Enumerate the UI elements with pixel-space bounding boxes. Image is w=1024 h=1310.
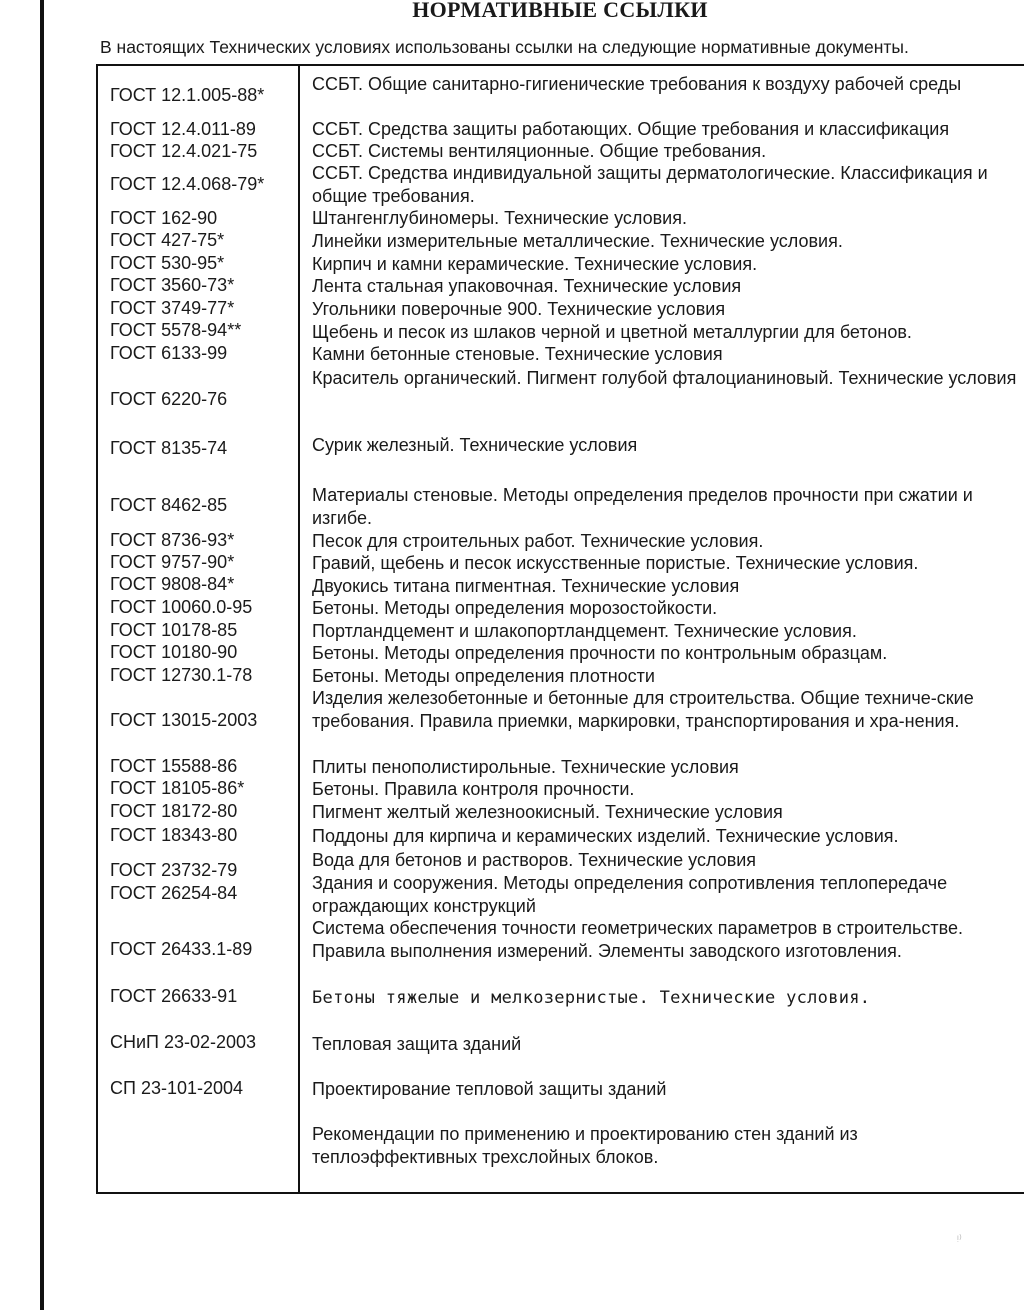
reference-code: ГОСТ 13015-2003 [110,710,258,730]
reference-code: ГОСТ 10180-90 [110,642,238,662]
reference-code: ГОСТ 5578-94** [110,320,242,340]
reference-description: Кирпич и камни керамические. Технические условия. [312,254,758,274]
reference-description: Угольники поверочные 900. Технические условия [312,299,726,319]
page-title: НОРМАТИВНЫЕ ССЫЛКИ [412,0,708,22]
reference-description: ССБТ. Общие санитарно-гигиенические требования к воздуху рабочей среды [312,74,962,94]
reference-code: ГОСТ 12730.1-78 [110,665,253,685]
reference-code: ГОСТ 18343-80 [110,825,238,845]
reference-description: Бетоны. Правила контроля прочности. [312,779,635,799]
reference-code: ГОСТ 18172-80 [110,801,238,821]
reference-code: ГОСТ 10060.0-95 [110,597,253,617]
reference-description: Бетоны тяжелые и мелкозернистые. Технические условия. [312,988,871,1008]
reference-description: Бетоны. Методы определения плотности [312,666,655,686]
reference-code: ГОСТ 6220-76 [110,389,228,409]
reference-description: ССБТ. Средства защиты работающих. Общие требования и классификация [312,119,950,139]
reference-code: ГОСТ 18105-86* [110,778,245,798]
reference-code: ГОСТ 3560-73* [110,275,235,295]
reference-description: Материалы стеновые. Методы определения пределов прочности при сжатии и изгибе. [312,485,973,528]
reference-description: Штангенглубиномеры. Технические условия. [312,208,687,228]
reference-code: ГОСТ 26254-84 [110,883,238,903]
reference-description: Плиты пенополистирольные. Технические условия [312,757,739,777]
reference-description: Сурик железный. Технические условия [312,435,638,455]
reference-code: ГОСТ 8135-74 [110,438,228,458]
reference-code: СП 23-101-2004 [110,1078,244,1098]
reference-code: ГОСТ 23732-79 [110,860,238,880]
reference-code: ГОСТ 427-75* [110,230,225,250]
references-table [96,64,1024,1194]
column-divider [298,66,300,1192]
reference-code: ГОСТ 162-90 [110,208,218,228]
reference-code: ГОСТ 26433.1-89 [110,939,253,959]
reference-description: Здания и сооружения. Методы определения сопротивления теплопередаче ограждающих конструкций [312,873,948,916]
reference-description: Щебень и песок из шлаков черной и цветной металлургии для бетонов. [312,322,912,342]
reference-description: Камни бетонные стеновые. Технические условия [312,344,723,364]
reference-code: ГОСТ 8736-93* [110,530,235,550]
reference-code: СНиП 23-02-2003 [110,1032,257,1052]
reference-description: ССБТ. Средства индивидуальной защиты дерматологические. Классификация и общие требования. [312,163,988,206]
intro-text: В настоящих Технических условиях использованы ссылки на следующие нормативные документы. [100,37,909,57]
reference-description: Песок для строительных работ. Технические условия. [312,531,764,551]
reference-code: ГОСТ 15588-86 [110,756,238,776]
reference-description: Проектирование тепловой защиты зданий [312,1079,667,1099]
reference-description: Поддоны для кирпича и керамических изделий. Технические условия. [312,826,899,846]
reference-description: ССБТ. Системы вентиляционные. Общие требования. [312,141,767,161]
reference-description: Лента стальная упаковочная. Технические условия [312,276,742,296]
reference-description: Изделия железобетонные и бетонные для строительства. Общие техниче-ские требования. Правила приемки, маркировки, транспортирования и хра-нения. [312,688,974,731]
reference-description: Тепловая защита зданий [312,1034,522,1054]
reference-description: Бетоны. Методы определения прочности по контрольным образцам. [312,643,888,663]
reference-code: ГОСТ 26633-91 [110,986,238,1006]
reference-code: ГОСТ 12.1.005-88* [110,85,265,105]
reference-description: Линейки измерительные металлические. Технические условия. [312,231,843,251]
scan-speck: ᵎ⁾ [957,1232,962,1246]
reference-description: Бетоны. Методы определения морозостойкости. [312,598,718,618]
reference-code: ГОСТ 10178-85 [110,620,238,640]
reference-description: Вода для бетонов и растворов. Технические условия [312,850,757,870]
reference-description: Краситель органический. Пигмент голубой фталоцианиновый. Технические условия [312,368,1017,388]
reference-code: ГОСТ 12.4.011-89 [110,119,256,139]
reference-code: ГОСТ 530-95* [110,253,225,273]
reference-code: ГОСТ 8462-85 [110,495,228,515]
reference-description: Система обеспечения точности геометрических параметров в строительстве. Правила выполнения измерений. Элементы заводского изготовления. [312,918,964,961]
reference-description: Пигмент желтый железноокисный. Технические условия [312,802,783,822]
reference-code: ГОСТ 3749-77* [110,298,235,318]
reference-code: ГОСТ 12.4.068-79* [110,174,265,194]
reference-description: Гравий, щебень и песок искусственные пористые. Технические условия. [312,553,919,573]
reference-description: Двуокись титана пигментная. Технические условия [312,576,740,596]
reference-code: ГОСТ 6133-99 [110,343,228,363]
reference-code: ГОСТ 9808-84* [110,574,235,594]
reference-description: Рекомендации по применению и проектированию стен зданий из теплоэффективных трехслойных блоков. [312,1124,858,1167]
reference-code: ГОСТ 9757-90* [110,552,235,572]
binding-margin-line [40,0,44,1310]
reference-code: ГОСТ 12.4.021-75 [110,141,258,161]
reference-description: Портландцемент и шлакопортландцемент. Технические условия. [312,621,857,641]
